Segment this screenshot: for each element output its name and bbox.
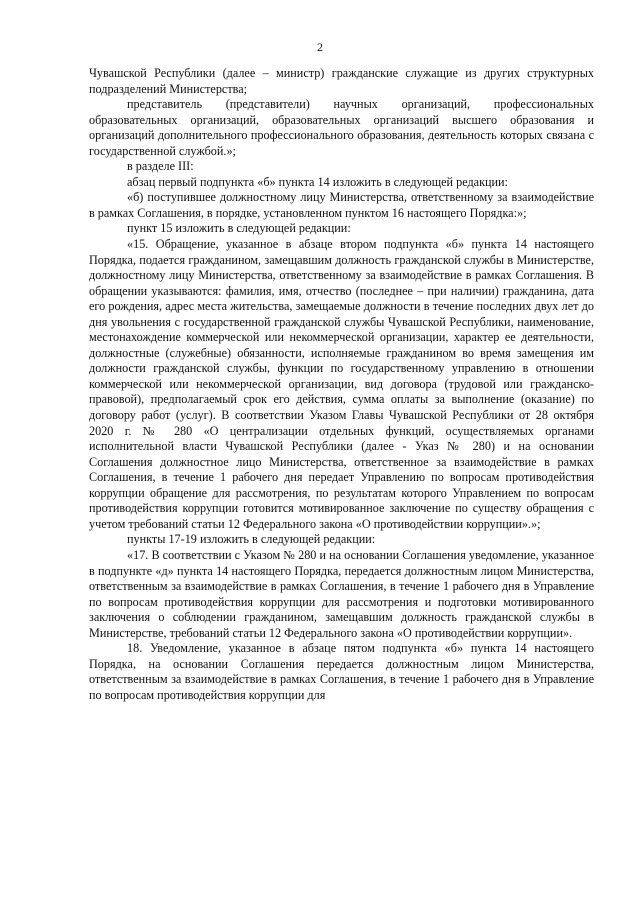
document-body [89,66,594,703]
paragraph: «б) поступившее должностному лицу Министерства, ответственному за взаимодействие в рамках Соглашения, в порядке, установленном пунктом 16 настоящего Порядка:»; [89,190,594,220]
paragraph: 18. Уведомление, указанное в абзаце пятом подпункта «б» пункта 14 настоящего Порядка, на основании Соглашения передается должностным лицом Министерства, ответственным за взаимодействие в рамках Соглашения, в течение 1 рабочего дня в Управление по вопросам противодействия коррупции для [89,641,594,702]
paragraph: Чувашской Республики (далее – министр) гражданские служащие из других структурных подразделений Министерства; [89,66,594,96]
page-number: 2 [317,40,323,54]
paragraph: «17. В соответствии с Указом № 280 и на основании Соглашения уведомление, указанное в подпункте «д» пункта 14 настоящего Порядка, передается должностным лицом Министерства, ответственным за взаимодействие в рамках Соглашения, в течение 1 рабочего дня в Управление по вопросам противодействия коррупции для рассмотрения и подготовки мотивированного заключения о соблюдении гражданином, замещавшим должность гражданской службы в Министерстве, требований статьи 12 Федерального закона «О противодействии коррупции». [89,547,594,640]
paragraph: абзац первый подпункта «б» пункта 14 изложить в следующей редакции: [127,174,508,189]
paragraph: «15. Обращение, указанное в абзаце втором подпункта «б» пункта 14 настоящего Порядка, подается гражданином, замещавшим должность гражданской службы в Министерстве, должностному лицу Министерства, ответственному за взаимодействие в рамках Соглашения. В обращении указываются: фамилия, имя, отчество (последнее – при наличии) гражданина, дата его рождения, адрес места жительства, замещаемые должности в течение последних двух лет до дня увольнения с государственной гражданской службы Чувашской Республики, наименование, местонахождение коммерческой или некоммерческой организации, характер ее деятельности, должностные (служебные) обязанности, исполняемые гражданином во время замещения им должности гражданской службы, функции по государственному управлению в отношении коммерческой или некоммерческой организации, вид договора (трудовой или гражданско-правовой), предполагаемый срок его действия, сумма оплаты за выполнение (оказание) по договору работ (услуг). В соответствии Указом Главы Чувашской Республики от 28 октября 2020 г. № 280 «О централизации отдельных функций, осуществляемых органами исполнительной власти Чувашской Республики (далее - Указ № 280) и на основании Соглашения должностное лицо Министерства, ответственное за взаимодействие в рамках Соглашения, в течение 1 рабочего дня передает Управлению по вопросам противодействия коррупции обращение для рассмотрения, по результатам которого Управлением по вопросам противодействия коррупции готовится мотивированное заключение по существу обращения с учетом требований статьи 12 Федерального закона «О противодействии коррупции».»; [89,237,594,531]
paragraph: пункт 15 изложить в следующей редакции: [127,221,351,236]
paragraph: пункты 17-19 изложить в следующей редакции: [127,532,376,547]
paragraph: в разделе III: [127,159,194,174]
paragraph: представитель (представители) научных организаций, профессиональных образовательных организаций, образовательных организаций высшего образования и организаций дополнительного профессионального образования, деятельность которых связана с государственной службой.»; [89,97,594,158]
